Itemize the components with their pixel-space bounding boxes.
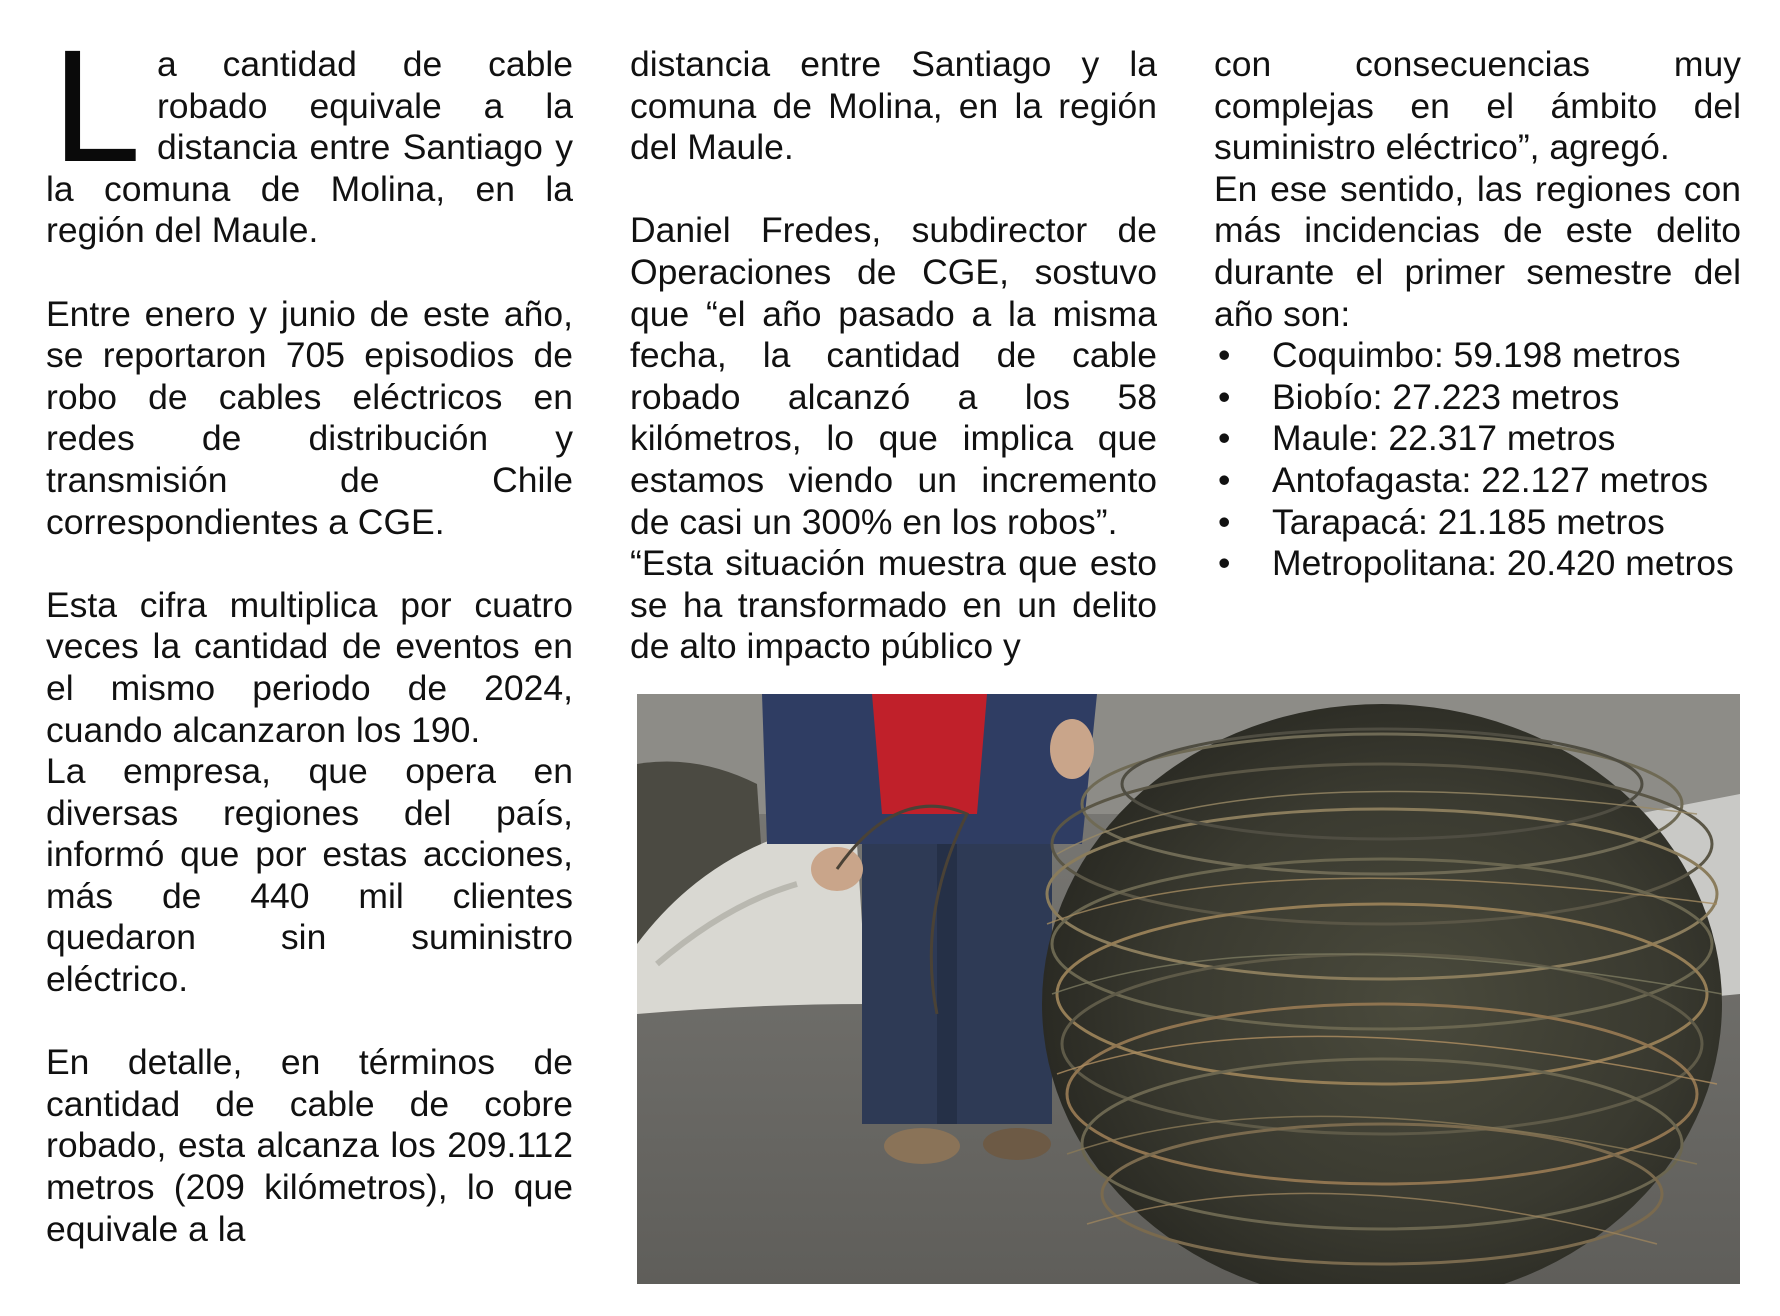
regions-list (1214, 335, 1741, 585)
paragraph-company: La empresa, que opera en diversas regiones del país, informó que por estas acciones, más de 440 mil clientes quedaron sin suministro eléctrico. (46, 751, 573, 1000)
list-item: • Metropolitana: 20.420 metros (1218, 543, 1734, 584)
article-column-3 (1214, 44, 1741, 585)
photo-stolen-cable-coils (637, 694, 1740, 1284)
bullet-icon: • (1218, 418, 1231, 459)
list-item: • Coquimbo: 59.198 metros (1218, 335, 1681, 376)
intro-text: a cantidad de cable robado equivale a la distancia entre Santiago y la comuna de Molina, en la región del Maule. (46, 44, 573, 251)
list-item: • Maule: 22.317 metros (1218, 418, 1616, 459)
bullet-icon: • (1218, 501, 1231, 542)
paragraph-multiplier: Esta cifra multiplica por cuatro veces la cantidad de eventos en el mismo periodo de 2024, cuando alcanzaron los 190. (46, 584, 573, 750)
paragraph-detail: En detalle, en términos de cantidad de cable de cobre robado, esta alcanza los 209.112 metros (209 kilómetros), lo que equivale a la (46, 1042, 573, 1249)
paragraph-quote-fredes: Daniel Fredes, subdirector de Operaciones de CGE, sostuvo que “el año pasado a la misma fecha, la cantidad de cable robado alcanzó a los 58 kilómetros, lo que implica que estamos viendo un incremento de casi un 300% en los robos”. (630, 210, 1157, 542)
paragraph-distance: distancia entre Santiago y la comuna de Molina, en la región del Maule. (630, 44, 1157, 168)
paragraph-regions-intro: En ese sentido, las regiones con más incidencias de este delito durante el primer semestre del año son: (1214, 168, 1741, 334)
list-item: • Antofagasta: 22.127 metros (1218, 459, 1709, 500)
paragraph-episodes: Entre enero y junio de este año, se reportaron 705 episodios de robo de cables eléctricos en redes de distribución y transmisión de Chile correspondientes a CGE. (46, 293, 573, 542)
bullet-icon: • (1218, 459, 1231, 500)
list-item: • Tarapacá: 21.185 metros (1218, 501, 1665, 542)
drop-cap: L (52, 16, 141, 195)
list-item: • Biobío: 27.223 metros (1218, 376, 1620, 417)
intro-paragraph (46, 16, 573, 252)
article-column-1 (46, 16, 573, 1250)
bullet-icon: • (1218, 335, 1231, 376)
paragraph-consequences: con consecuencias muy complejas en el ámbito del suministro eléctrico”, agregó. (1214, 44, 1741, 168)
bullet-icon: • (1218, 376, 1231, 417)
article-column-2 (630, 44, 1157, 668)
paragraph-quote-situation: “Esta situación muestra que esto se ha transformado en un delito de alto impacto público y (630, 543, 1157, 667)
bullet-icon: • (1218, 543, 1231, 584)
